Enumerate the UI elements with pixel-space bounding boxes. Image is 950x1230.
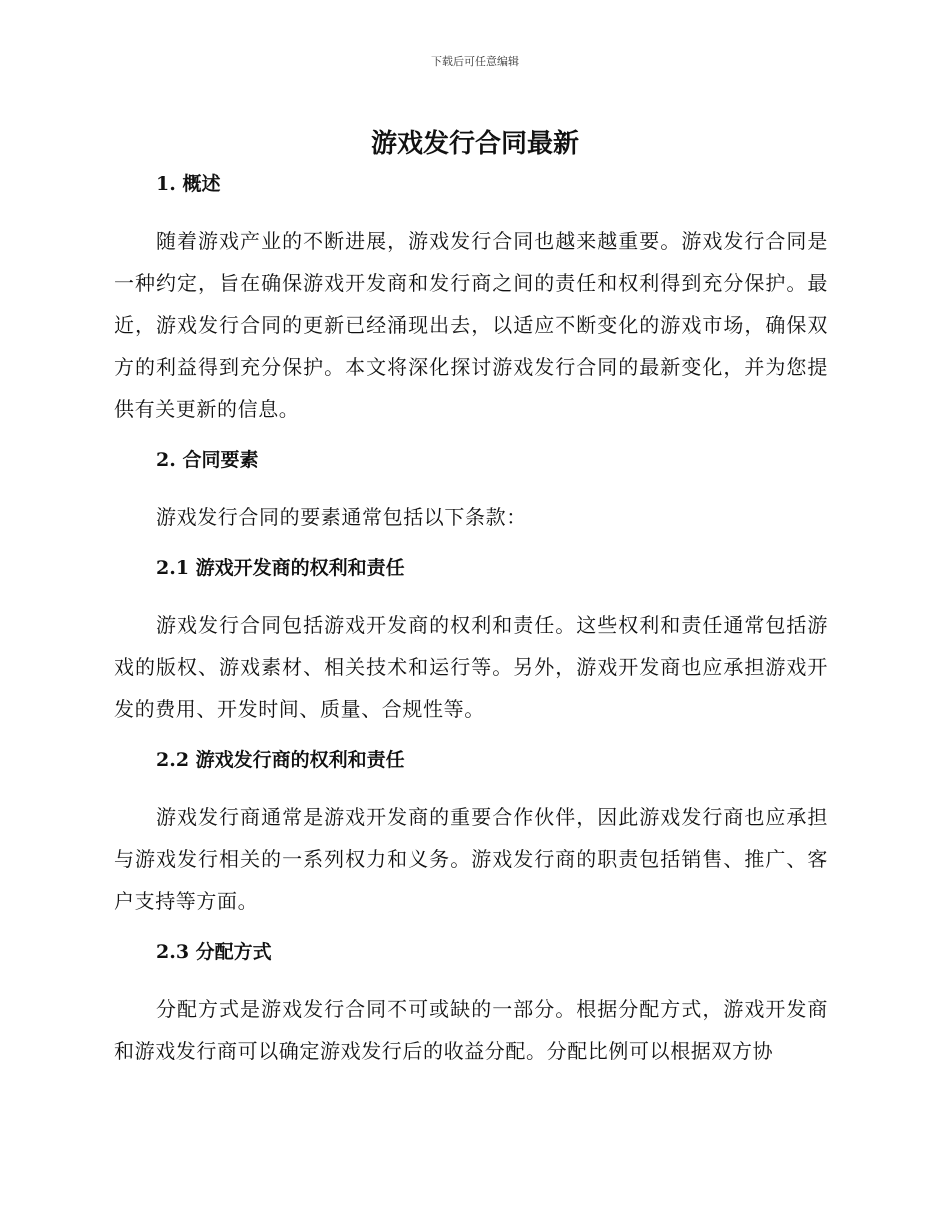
section-paragraph-publisher-rights: 游戏发行商通常是游戏开发商的重要合作伙伴，因此游戏发行商也应承担与游戏发行相关的一系列权力和义务。游戏发行商的职责包括销售、推广、客户支持等方面。 — [114, 805, 828, 913]
section-paragraph-developer-rights: 游戏发行合同包括游戏开发商的权利和责任。这些权利和责任通常包括游戏的版权、游戏素材、相关技术和运行等。另外，游戏开发商也应承担游戏开发的费用、开发时间、质量、合规性等。 — [114, 613, 828, 721]
page-header-note: 下载后可任意编辑 — [431, 55, 519, 68]
section-heading-developer-rights: 2.1 游戏开发商的权利和责任 — [156, 557, 405, 579]
document-title: 游戏发行合同最新 — [370, 129, 579, 159]
section-heading-overview: 1. 概述 — [156, 173, 221, 195]
section-paragraph-distribution: 分配方式是游戏发行合同不可或缺的一部分。根据分配方式，游戏开发商和游戏发行商可以确定游戏发行后的收益分配。分配比例可以根据双方协 — [114, 997, 828, 1063]
section-paragraph-contract-elements: 游戏发行合同的要素通常包括以下条款： — [156, 505, 527, 529]
section-heading-distribution: 2.3 分配方式 — [156, 941, 272, 963]
section-heading-contract-elements: 2. 合同要素 — [156, 449, 259, 471]
section-paragraph-overview: 随着游戏产业的不断进展，游戏发行合同也越来越重要。游戏发行合同是一种约定，旨在确保游戏开发商和发行商之间的责任和权利得到充分保护。最近，游戏发行合同的更新已经涌现出去，以适应不断变化的游戏市场，确保双方的利益得到充分保护。本文将深化探讨游戏发行合同的最新变化，并为您提供有关更新的信息。 — [114, 229, 828, 421]
section-heading-publisher-rights: 2.2 游戏发行商的权利和责任 — [156, 749, 405, 771]
document-body — [114, 168, 828, 1072]
